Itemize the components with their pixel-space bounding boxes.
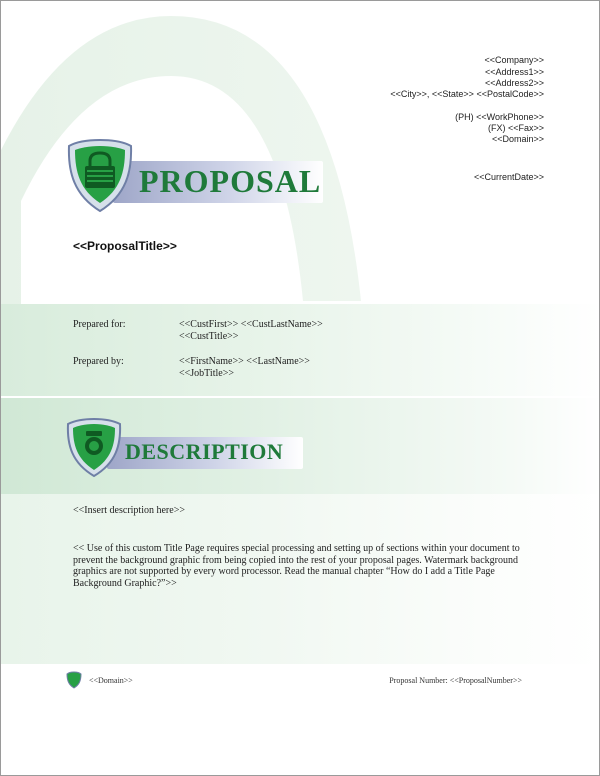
address-line-2: <<Address2>> xyxy=(484,78,544,88)
description-banner xyxy=(65,417,305,481)
fax-number: (FX) <<Fax>> xyxy=(487,123,544,133)
footer-proposal-number: Proposal Number: <<ProposalNumber>> xyxy=(389,676,522,685)
prepared-for-name: <<CustFirst>> <<CustLastName>> xyxy=(179,319,323,330)
shield-icon xyxy=(66,671,82,689)
company-name: <<Company>> xyxy=(484,55,544,65)
lock-shield-icon xyxy=(65,137,135,215)
description-note: << Use of this custom Title Page requires special processing and setting up of sections within your document to prevent the background graphic from being copied into the rest of your proposal pages. Watermark background graphics are not supported by every word processor. Read the manual chapter “How do I add a Title Page Background Graphic?”>> xyxy=(73,543,520,589)
prepared-by-title: <<JobTitle>> xyxy=(179,368,234,379)
prepared-for-label: Prepared for: xyxy=(73,319,126,330)
domain: <<Domain>> xyxy=(491,134,544,144)
prepared-for-title: <<CustTitle>> xyxy=(179,331,239,342)
prepared-by-name: <<FirstName>> <<LastName>> xyxy=(179,356,310,367)
prepared-section-band xyxy=(1,304,600,396)
city-state-postal: <<City>>, <<State>> <<PostalCode>> xyxy=(390,89,544,99)
description-placeholder: <<Insert description here>> xyxy=(73,505,185,516)
work-phone: (PH) <<WorkPhone>> xyxy=(455,112,544,122)
current-date: <<CurrentDate>> xyxy=(473,172,544,182)
proposal-title: <<ProposalTitle>> xyxy=(73,239,177,253)
description-banner-text: DESCRIPTION xyxy=(125,439,284,464)
proposal-banner-text: PROPOSAL xyxy=(139,163,322,199)
footer-domain: <<Domain>> xyxy=(89,676,133,685)
prepared-by-label: Prepared by: xyxy=(73,356,124,367)
proposal-banner xyxy=(65,137,325,217)
badge-shield-icon xyxy=(65,417,123,479)
address-line-1: <<Address1>> xyxy=(484,67,544,77)
